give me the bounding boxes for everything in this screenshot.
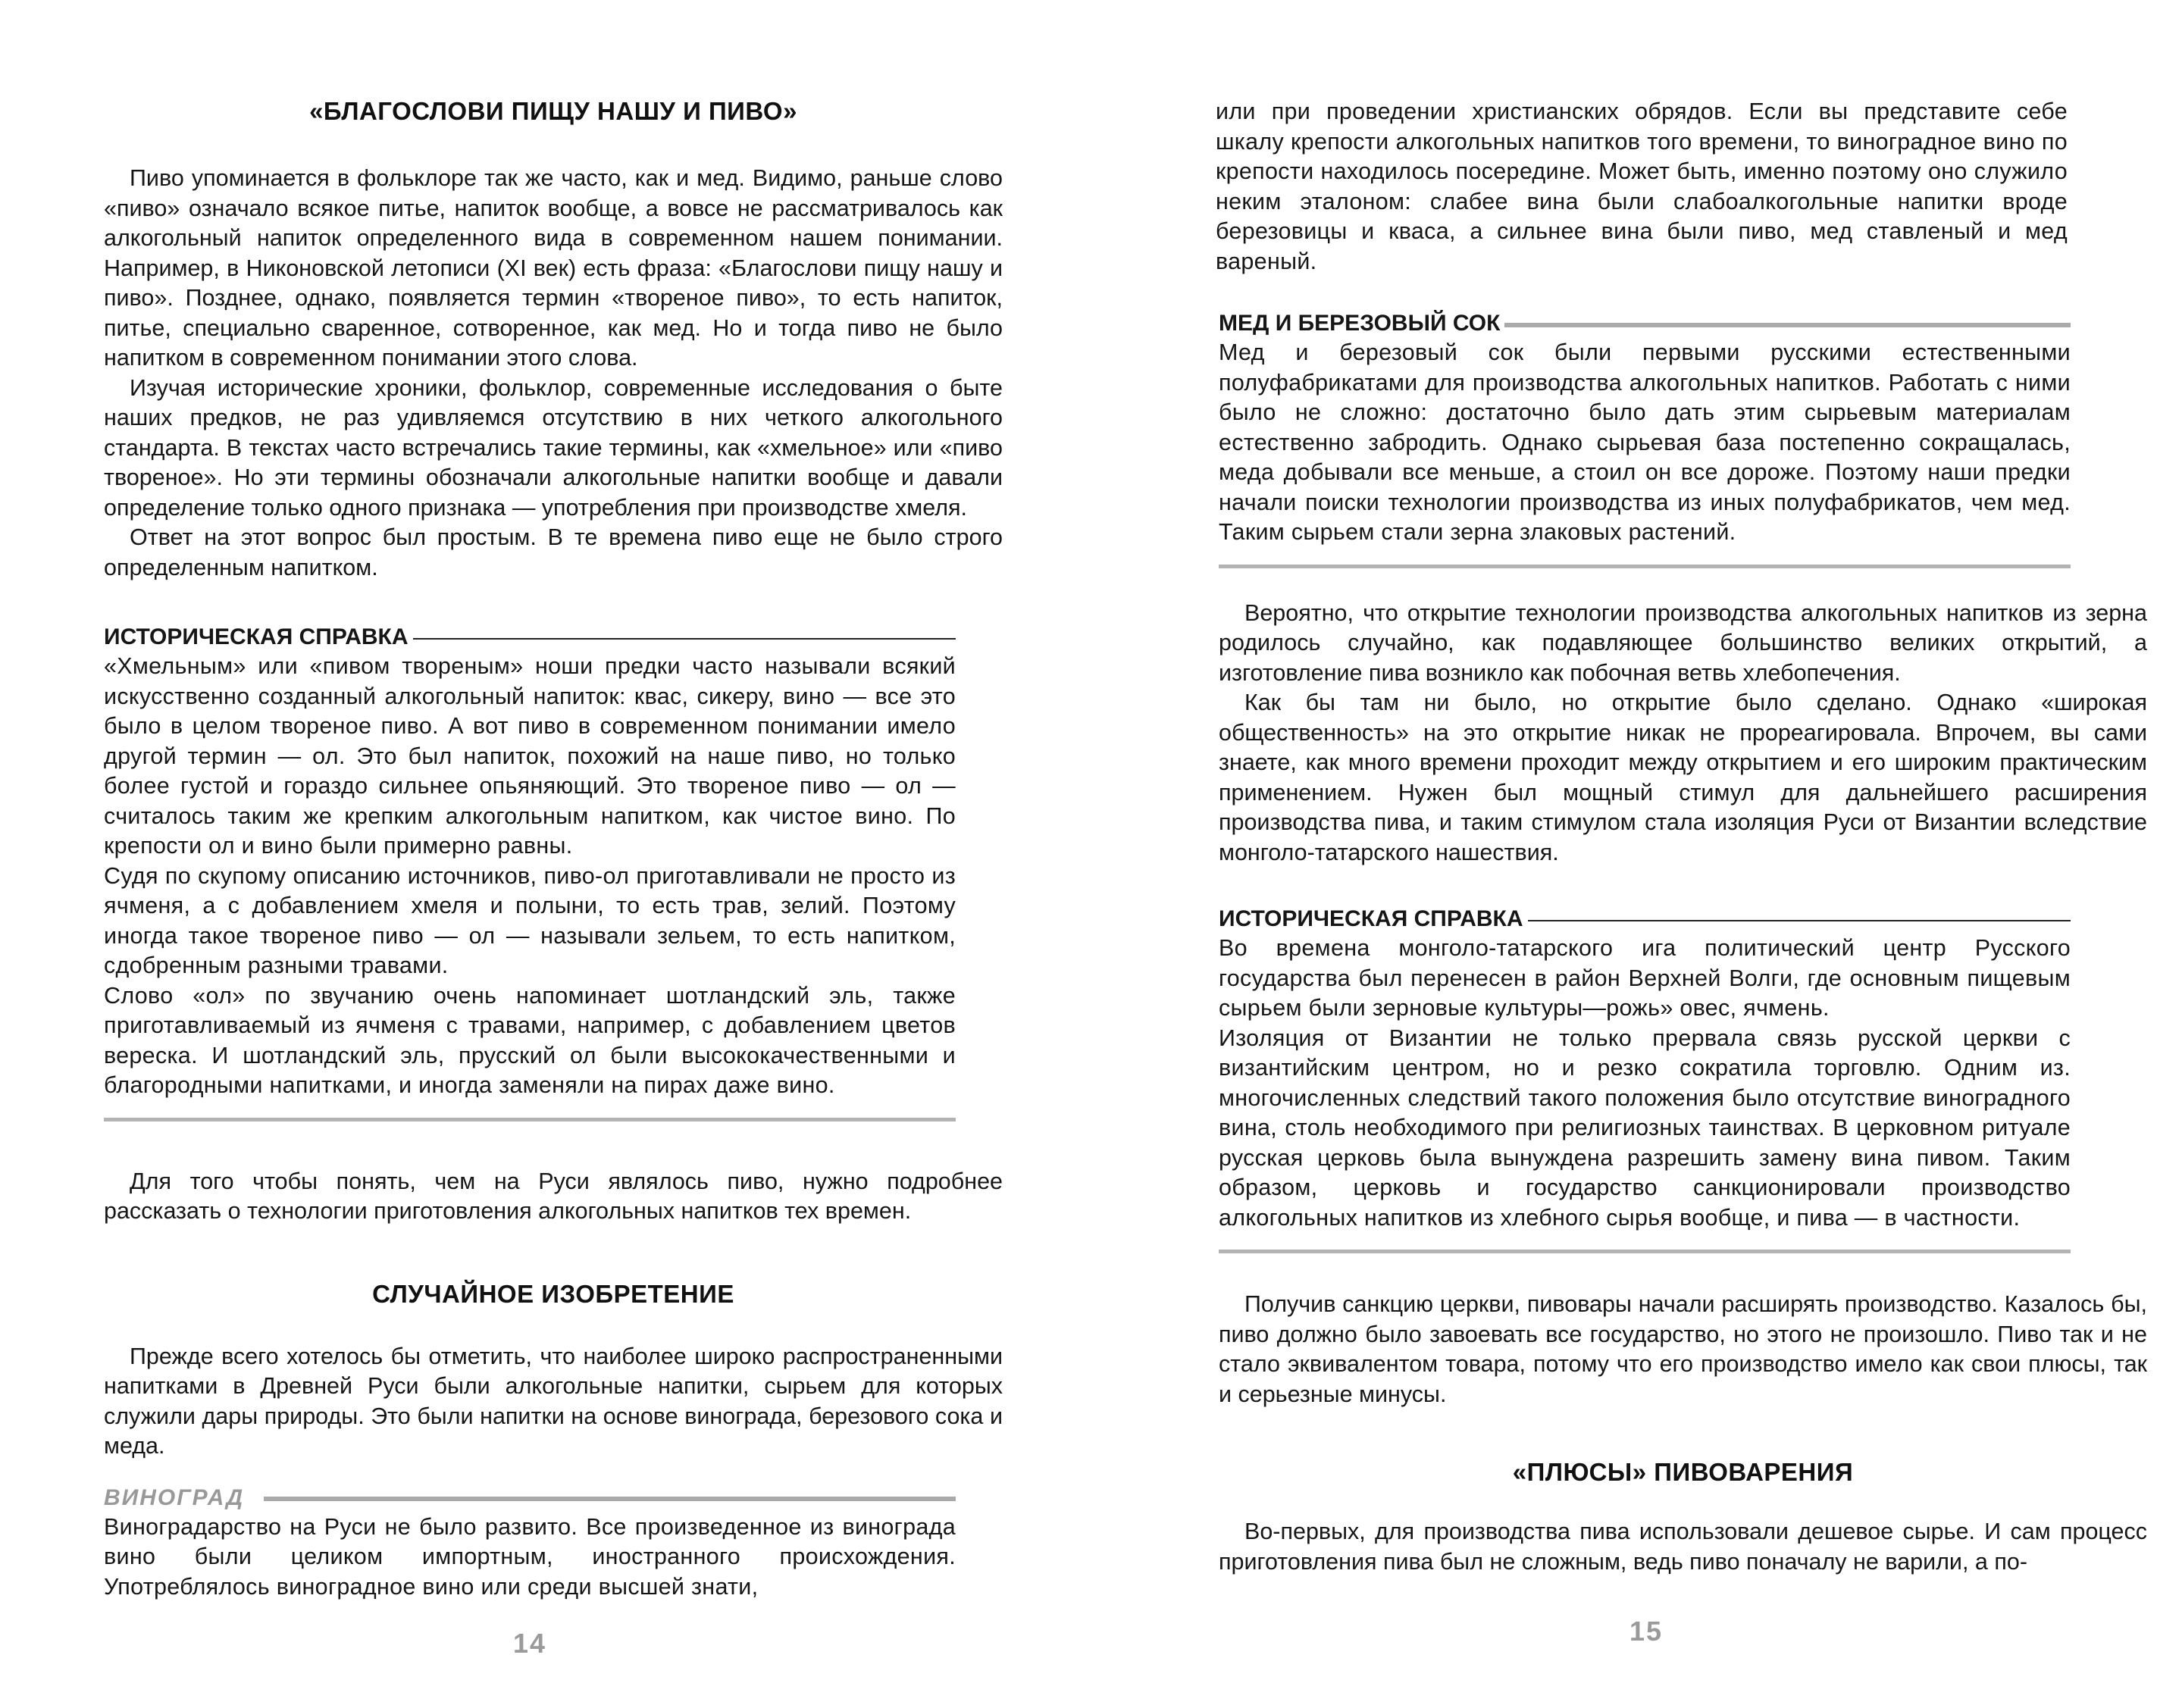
paragraph: Для того чтобы понять, чем на Руси являлось пиво, нужно подробнее рассказать о технологии приготовления алкогольных напитков тех времен. <box>104 1168 1003 1224</box>
section-title-accidental: СЛУЧАЙНОЕ ИЗОБРЕТЕНИЕ <box>372 1279 734 1308</box>
box-title: МЕД И БЕРЕЗОВЫЙ СОК <box>1219 311 1501 336</box>
paragraph: Пиво упоминается в фольклоре так же часто, как и мед. Видимо, раньше слово «пиво» означало всякое питье, напиток вообще, а вовсе не рассматривалось как алкогольный напиток определенного вида в современном нашем понимании. Например, в Никоновской летописи (XI век) есть фраза: «Благослови пищу нашу и пиво». Позднее, однако, появляется термин «твореное пиво», то есть напиток, питье, специально сваренное, сотворенное, как мед. Но и тогда пиво не было напитком в современном понимании этого слова. <box>104 165 1003 371</box>
section-title-pluses: «ПЛЮСЫ» ПИВОВАРЕНИЯ <box>1512 1458 1854 1486</box>
box-text: Виноградарство на Руси не было развито. Все произведенное из винограда вино были целиком импортным, иностранного происхождения. Употреблялось виноградное вино или среди высшей знати, <box>104 1513 956 1600</box>
box-title: ИСТОРИЧЕСКАЯ СПРАВКА <box>1219 906 1523 931</box>
box-text: Судя по скупому описанию источников, пиво-ол приготавливали не просто из ячменя, а с добавлением хмеля и полыни, то есть трав, зелий. Поэтому иногда такое твореное пиво — ол — называли зельем, то есть напитком, сдобренным разными травами. <box>104 862 956 978</box>
section-title-bless: «БЛАГОСЛОВИ ПИЩУ НАШУ И ПИВО» <box>309 97 797 125</box>
paragraph: Как бы там ни было, но открытие было сделано. Однако «широкая общественность» на это открытие никак не прореагировала. Впрочем, вы сами знаете, как много времени проходит между открытием и его широким практическим применением. Нужен был мощный стимул для дальнейшего расширения производства пива, и таким стимулом стала изоляция Руси от Византии вследствие монголо-татарского нашествия. <box>1219 690 2147 865</box>
title-rule <box>1504 323 2071 327</box>
right-page <box>1091 0 2182 1708</box>
paragraph: Получив санкцию церкви, пивовары начали расширять производство. Казалось бы, пиво должно было завоевать все государство, но этого не произошло. Пиво так и не стало эквивалентом товара, потому что его производство имело как свои плюсы, так и серьезные минусы. <box>1219 1291 2147 1407</box>
title-rule <box>1528 920 2071 921</box>
paragraph-continued: или при проведении христианских обрядов. Если вы представите себе шкалу крепости алкогольных напитков того времени, то виноградное вино по крепости находилось посередине. Может быть, именно поэтому оно служило неким эталоном: слабее вина были слабоалкогольные напитки вроде березовицы и кваса, а сильнее вина были пиво, мед ставленый и мед вареный. <box>1216 99 2068 274</box>
box-title: ВИНОГРАД <box>104 1484 245 1510</box>
grape-note-box <box>104 1483 1003 1603</box>
historical-note-box <box>104 622 1003 1121</box>
box-title-row <box>1219 308 2071 338</box>
page-number: 15 <box>1629 1616 1664 1647</box>
historical-note-box <box>1219 904 2071 1253</box>
paragraph: Вероятно, что открытие технологии производства алкогольных напитков из зерна родилось случайно, как подавляющее большинство великих открытий, а изготовление пива возникло как побочная ветвь хлебопечения. <box>1219 599 2147 686</box>
title-rule <box>413 638 956 640</box>
box-title-row <box>104 1483 956 1512</box>
left-column <box>104 97 1003 1602</box>
paragraph: Изучая исторические хроники, фольклор, современные исследования о быте наших предков, не раз удивляемся отсутствию в них четкого алкогольного стандарта. В текстах часто встречались такие термины, как «хмельное» или «пиво твореное». Но эти термины обозначали алкогольные напитки вообще и давали определение только одного признака — употребления при производстве хмеля. <box>104 374 1003 521</box>
box-text: Во времена монголо-татарского ига политический центр Русского государства был перенесен в район Верхней Волги, где основным пищевым сырьем были зерновые культуры—рожь» овес, ячмень. <box>1219 935 2071 1021</box>
honey-note-box <box>1219 308 2071 568</box>
box-text: Слово «ол» по звучанию очень напоминает шотландский эль, также приготавливаемый из ячменя с травами, например, с добавлением цветов вереска. И шотландский эль, прусский ол были высококачественными и благородными напитками, и иногда заменяли на пирах даже вино. <box>104 982 956 1098</box>
paragraph: Ответ на этот вопрос был простым. В те времена пиво еще не было строго определенным напитком. <box>104 524 1003 580</box>
box-title-row <box>104 622 956 652</box>
box-title-row <box>1219 904 2071 934</box>
page-number: 14 <box>513 1628 547 1659</box>
box-text: Изоляция от Византии не только прервала связь русской церкви с византийским центром, но и резко сократила торговлю. Одним из. многочисленных следствий такого положения было отсутствие виноградного вина, столь необходимого при религиозных таинствах. В церковном ритуале русская церковь была вынуждена разрешить замену вина пивом. Таким образом, церковь и государство санкционировали производство алкогольных напитков из хлебного сырья вообще, и пива — в частности. <box>1219 1024 2071 1231</box>
right-column <box>1216 97 2147 1577</box>
box-text: «Хмельным» или «пивом твореным» ноши предки часто называли всякий искусственно созданный алкогольный напиток: квас, сикеру, вино — все это было в целом твореное пиво. А вот пиво в современном понимании имело другой термин — ол. Это был напиток, похожий на наше пиво, но только более густой и гораздо сильнее опьяняющий. Это твореное пиво — ол — считалось таким же крепким алкогольным напитком, как чистое вино. По крепости ол и вино были примерно равны. <box>104 653 956 859</box>
title-rule <box>264 1497 956 1501</box>
paragraph: Прежде всего хотелось бы отметить, что наиболее широко распространенными напитками в Древней Руси были алкогольные напитки, сырьем для которых служили дары природы. Это были напитки на основе винограда, березового сока и меда. <box>104 1343 1003 1459</box>
box-text: Мед и березовый сок были первыми русскими естественными полуфабрикатами для производства алкогольных напитков. Работать с ними было не сложно: достаточно было дать этим сырьевым материалам естественно забродить. Однако сырьевая база постепенно сокращалась, меда добывали все меньше, а стоил он все дороже. Поэтому наши предки начали поиски технологии производства из иных полуфабрикатов, чем мед. Таким сырьем стали зерна злаковых растений. <box>1219 339 2071 545</box>
box-title: ИСТОРИЧЕСКАЯ СПРАВКА <box>104 624 409 649</box>
paragraph: Во-первых, для производства пива использовали дешевое сырье. И сам процесс приготовления пива был не сложным, ведь пиво поначалу не варили, а по- <box>1219 1519 2147 1575</box>
